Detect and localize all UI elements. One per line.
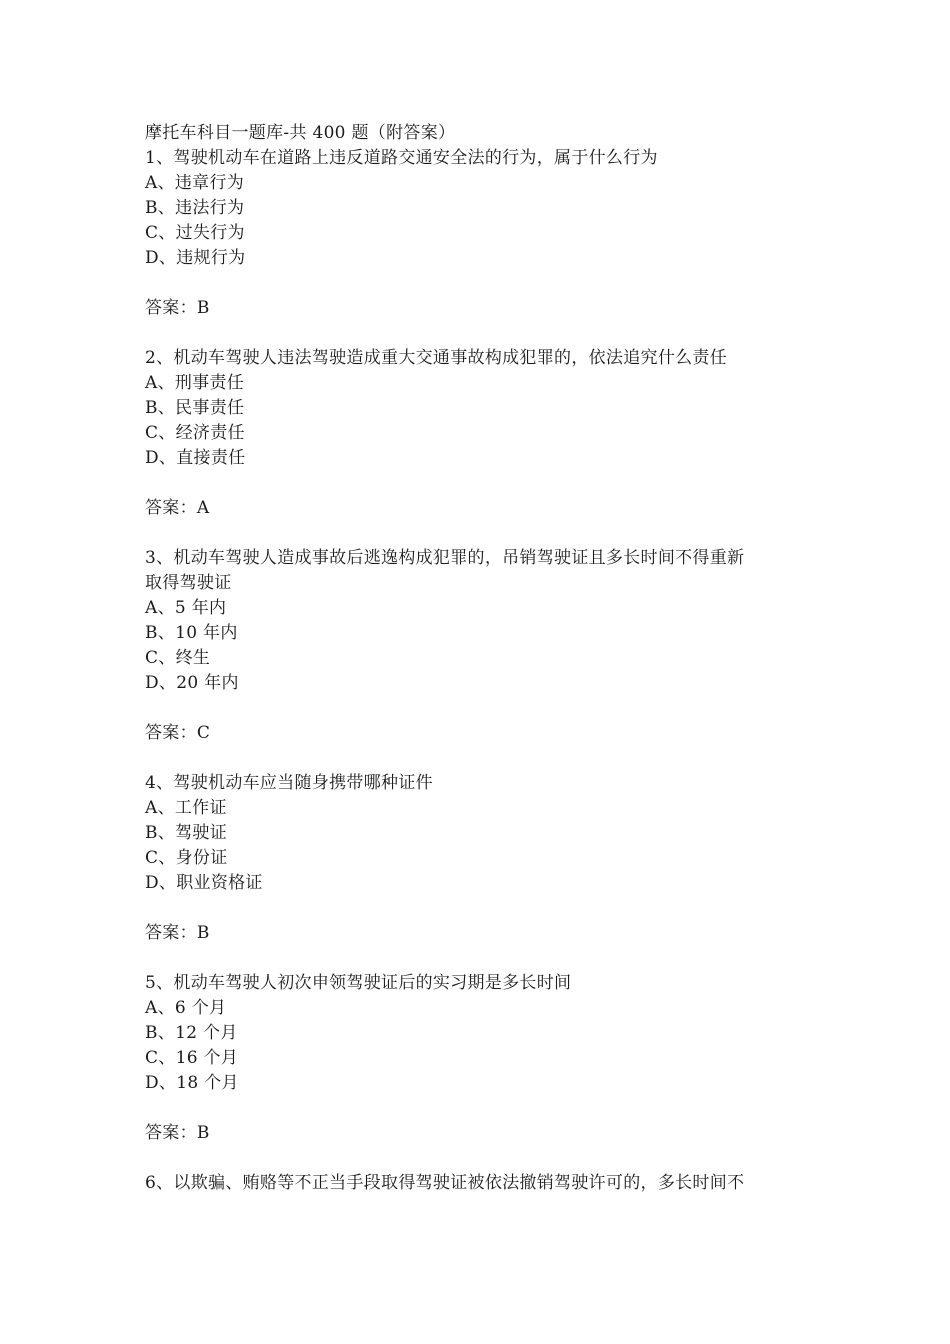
question-block-3 [145,546,825,746]
answer-text: 答案：B [145,1123,210,1143]
question-text: 2、机动车驾驶人违法驾驶造成重大交通事故构成犯罪的，依法追究什么责任 [145,348,728,368]
option-d: D、职业资格证 [145,873,263,893]
question-text: 1、驾驶机动车在道路上违反道路交通安全法的行为，属于什么行为 [145,148,658,168]
question-text: 5、机动车驾驶人初次申领驾驶证后的实习期是多长时间 [145,973,572,993]
answer-text: 答案：B [145,298,210,318]
answer-text: 答案：B [145,923,210,943]
option-a: A、刑事责任 [145,373,245,393]
option-d: D、直接责任 [145,448,246,468]
option-a: A、工作证 [145,798,227,818]
option-a: A、6 个月 [145,998,227,1018]
answer-text: 答案：A [145,498,210,518]
option-c: C、经济责任 [145,423,245,443]
question-text: 4、驾驶机动车应当随身携带哪种证件 [145,773,433,793]
option-b: B、10 年内 [145,623,238,643]
question-block-2 [145,346,825,521]
question-block-5 [145,971,825,1146]
option-a: A、5 年内 [145,598,227,618]
option-b: B、驾驶证 [145,823,227,843]
answer-text: 答案：C [145,723,211,743]
question-block-4 [145,771,825,946]
question-text-line-1: 3、机动车驾驶人造成事故后逃逸构成犯罪的，吊销驾驶证且多长时间不得重新 [145,548,745,568]
document-title: 摩托车科目一题库-共 400 题（附答案） [145,123,456,143]
option-d: D、20 年内 [145,673,239,693]
question-block-6 [145,1171,825,1196]
document-content [145,121,825,1196]
option-b: B、违法行为 [145,198,245,218]
option-b: B、民事责任 [145,398,245,418]
option-b: B、12 个月 [145,1023,238,1043]
question-text-line-2: 取得驾驶证 [145,573,232,593]
question-text: 6、以欺骗、贿赂等不正当手段取得驾驶证被依法撤销驾驶许可的，多长时间不 [145,1173,745,1193]
option-a: A、违章行为 [145,173,245,193]
option-c: C、身份证 [145,848,228,868]
question-block-1 [145,146,825,321]
option-c: C、过失行为 [145,223,245,243]
option-d: D、违规行为 [145,248,246,268]
option-d: D、18 个月 [145,1073,239,1093]
option-c: C、终生 [145,648,211,668]
option-c: C、16 个月 [145,1048,239,1068]
